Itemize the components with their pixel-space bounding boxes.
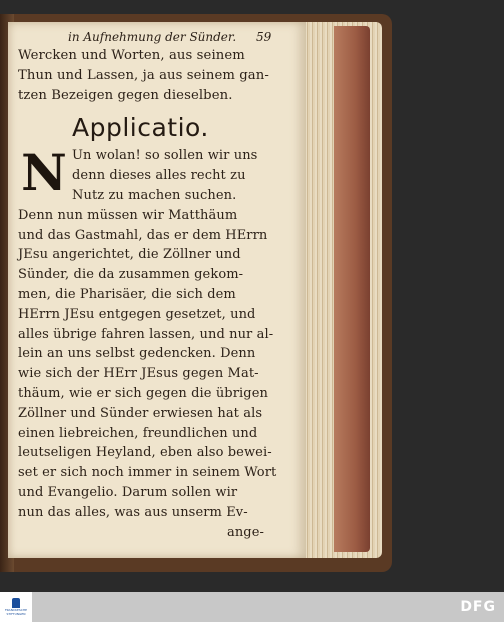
page-text-block (18, 24, 277, 542)
building-icon (12, 598, 20, 608)
text-line: Denn nun müssen wir Matthäum (18, 207, 238, 223)
text-line: set er sich noch immer in seinem Wort (18, 465, 277, 481)
francke-logo (0, 592, 32, 622)
text-line: thäum, wie er sich gegen die übrigen (18, 385, 268, 401)
catchword: ange- (226, 524, 264, 540)
dfg-logo: DFG (460, 599, 496, 615)
text-line: einen liebreichen, freundlichen und (18, 425, 258, 441)
text-line: Thun und Lassen, ja aus seinem gan- (18, 67, 269, 83)
red-page-edges (334, 26, 370, 552)
text-line: und das Gastmahl, das er dem HErrn (18, 227, 268, 243)
application-paragraph (18, 143, 277, 542)
text-line: Nutz zu machen suchen. (72, 187, 237, 203)
decorated-initial: N (21, 143, 67, 203)
text-line: Un wolan! so sollen wir uns (72, 148, 258, 164)
running-header (18, 24, 272, 46)
text-line: nun das alles, was aus unserm Ev- (18, 504, 248, 520)
text-line: HErrn JEsu entgegen gesetzet, und (18, 306, 256, 322)
text-line: Wercken und Worten, aus seinem (18, 48, 245, 63)
page-number: 59 (256, 30, 272, 44)
francke-logo-text: FRANCKESCHE STIFTUNGEN (4, 608, 28, 616)
running-title: in Aufnehmung der Sünder. (68, 30, 237, 44)
text-line: tzen Bezeigen gegen dieselben. (18, 87, 233, 103)
book-page (8, 22, 306, 558)
text-line: denn dieses alles recht zu (72, 168, 246, 184)
text-line: Zöllner und Sünder erwiesen hat als (18, 405, 263, 421)
viewer-footer (0, 592, 504, 622)
intro-paragraph (18, 46, 268, 105)
text-line: leutseligen Heyland, eben also bewei- (18, 445, 272, 461)
text-line: und Evangelio. Darum sollen wir (18, 484, 238, 500)
text-line: alles übrige fahren lassen, und nur al- (18, 326, 274, 342)
text-line: wie sich der HErr JEsus gegen Mat- (18, 366, 259, 382)
text-line: lein an uns selbst gedencken. Denn (18, 346, 256, 362)
text-line: JEsu angerichtet, die Zöllner und (18, 247, 241, 263)
text-line: men, die Pharisäer, die sich dem (18, 286, 236, 302)
section-heading: Applicatio. (72, 113, 209, 143)
text-line: Sünder, die da zusammen gekom- (18, 267, 244, 283)
